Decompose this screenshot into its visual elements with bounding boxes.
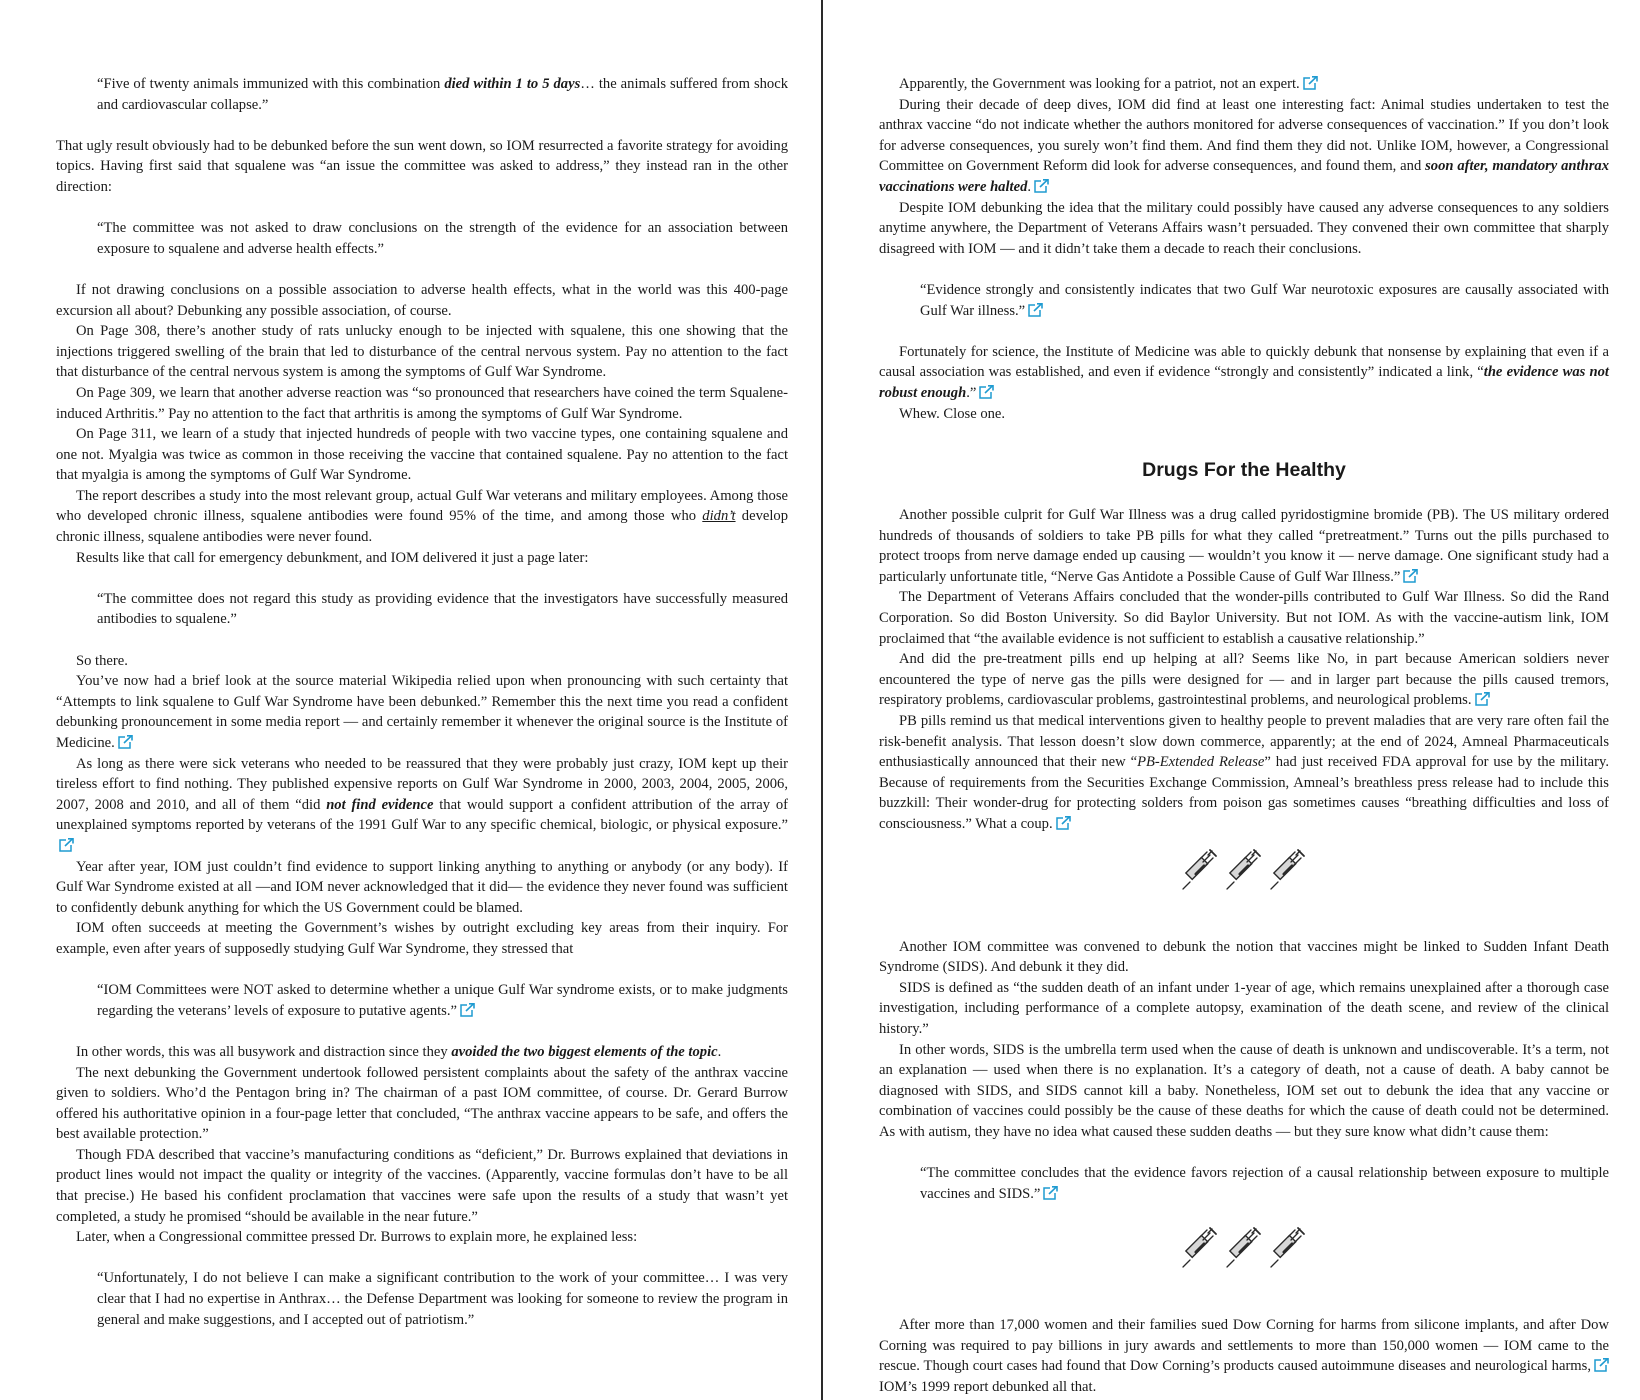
- external-link-icon[interactable]: [1043, 1186, 1058, 1200]
- paragraph: Another possible culprit for Gulf War Illness was a drug called pyridostigmine bromide (PB). The US military ordered hundreds of thousands of soldiers to take PB pills for what they called “pretreatment.” Turns out the pills purchased to protect troops from nerve damage ended up causing — wouldn’t you know it — nerve damage. One significant study had a particularly unfortunate title, “Nerve Gas Antidote a Possible Cause of Gulf War Illness.”: [879, 507, 1609, 585]
- blockquote: “The committee concludes that the evidence favors rejection of a causal relationship between exposure to multiple vaccines and SIDS.”: [920, 1165, 1609, 1202]
- paragraph: SIDS is defined as “the sudden death of an infant under 1-year of age, which remains unexplained after a thorough case investigation, including performance of a complete autopsy, examination of the death scene, and review of the clinical history.”: [879, 979, 1609, 1037]
- external-link-icon[interactable]: [1034, 179, 1049, 193]
- external-link-icon[interactable]: [118, 735, 133, 749]
- section-heading: Drugs For the Healthy: [1142, 459, 1346, 482]
- syringe-icon: [1181, 847, 1219, 891]
- paragraph: Fortunately for science, the Institute of Medicine was able to quickly debunk that nonsense by explaining that even if a causal association was established, and even if evidence “strongly and consistently” indicated a link, “the evidence was not robust enough.”: [879, 343, 1609, 401]
- external-link-icon[interactable]: [59, 838, 74, 852]
- paragraph: So there.: [76, 652, 128, 669]
- paragraph: IOM often succeeds at meeting the Government’s wishes by outright excluding key areas from their inquiry. For example, even after years of supposedly studying Gulf War Syndrome, they stressed that: [56, 920, 788, 957]
- external-link-icon[interactable]: [1475, 692, 1490, 706]
- paragraph: Later, when a Congressional committee pressed Dr. Burrows to explain more, he explained less:: [76, 1229, 638, 1246]
- external-link-icon[interactable]: [1594, 1358, 1609, 1372]
- external-link-icon[interactable]: [1303, 76, 1318, 90]
- blockquote: “The committee does not regard this study as providing evidence that the investigators have successfully measured antibodies to squalene.”: [97, 590, 788, 628]
- paragraph: Whew. Close one.: [899, 405, 1006, 422]
- right-page: [879, 74, 1609, 1397]
- paragraph: Results like that call for emergency debunkment, and IOM delivered it just a page later:: [76, 549, 589, 566]
- paragraph: As long as there were sick veterans who needed to be reassured that they were probably just crazy, IOM kept up their tireless effort to find nothing. They published expensive reports on Gulf War Syndrome in 2000, 2003, 2004, 2005, 2006, 2007, 2008 and 2010, and all of them “did not find evidence that would support a confident attribution of the array of unexplained symptoms reported by veterans of the 1991 Gulf War to any specific chemical, biologic, or physical exposure.”: [56, 754, 788, 857]
- paragraph: Despite IOM debunking the idea that the military could possibly have caused any adverse consequences to any soldiers anytime anywhere, the Department of Veterans Affairs wasn’t persuaded. They convened their own committee that sharply disagreed with IOM — and it didn’t take them a decade to reach their conclusions.: [879, 199, 1609, 257]
- left-page: [56, 74, 788, 1351]
- paragraph: On Page 309, we learn that another adverse reaction was “so pronounced that researchers have coined the term Squalene-induced Arthritis.” Pay no attention to the fact that arthritis is among the symptoms of Gulf War Syndrome.: [56, 384, 788, 422]
- paragraph: Year after year, IOM just couldn’t find evidence to support linking anything to anything or anybody (or any body). If Gulf War Syndrome existed at all —and IOM never acknowledged that it did— the evidence they never found was sufficient to confidently debunk anything for which the US Government could be blamed.: [56, 858, 788, 916]
- external-link-icon[interactable]: [1403, 569, 1418, 583]
- blockquote: “IOM Committees were NOT asked to determine whether a unique Gulf War syndrome exists, or to make judgments regarding the veterans’ levels of exposure to putative agents.”: [97, 982, 788, 1019]
- syringe-icon: [1181, 1225, 1219, 1269]
- blockquote: “Evidence strongly and consistently indicates that two Gulf War neurotoxic exposures are causally associated with Gulf War illness.”: [920, 281, 1609, 319]
- paragraph: The Department of Veterans Affairs concluded that the wonder-pills contributed to Gulf War Illness. So did the Rand Corporation. So did Boston University. So did Baylor University. But not IOM. As with the vaccine-autism link, IOM proclaimed that “the available evidence is not sufficient to establish a causative relationship.”: [879, 589, 1609, 647]
- blockquote: “The committee was not asked to draw conclusions on the strength of the evidence for an association between exposure to squalene and adverse health effects.”: [97, 220, 788, 257]
- external-link-icon[interactable]: [1028, 303, 1043, 317]
- external-link-icon[interactable]: [460, 1003, 475, 1017]
- paragraph: You’ve now had a brief look at the source material Wikipedia relied upon when pronouncing with such certainty that “Attempts to link squalene to Gulf War Syndrome have been debunked.” Remember this the next time you read a confident debunking pronouncement in some media report — and certainly remember it whenever the original source is the Institute of Medicine.: [56, 673, 788, 751]
- paragraph: If not drawing conclusions on a possible association to adverse health effects, what in the world was this 400-page excursion all about? Debunking any possible association, of course.: [56, 281, 788, 319]
- paragraph: On Page 308, there’s another study of rats unlucky enough to be injected with squalene, this one showing that the injections triggered swelling of the brain that led to disturbance of the central nervous system. Pay no attention to the fact that disturbance of the central nervous system is among the symptoms of Gulf War Syndrome.: [56, 323, 788, 381]
- paragraph: During their decade of deep dives, IOM did find at least one interesting fact: Animal studies undertaken to test the anthrax vaccine “do not indicate whether the authors monitored for adverse consequences of vaccination.” If you don’t look for adverse consequences, you surely won’t find them. And find them they did not. Unlike IOM, however, a Congressional Committee on Government Reform did look for adverse consequences, and found them, and soon after, mandatory anthrax vaccinations were halted.: [879, 96, 1609, 195]
- paragraph: After more than 17,000 women and their families sued Dow Corning for harms from silicone implants, and after Dow Corning was required to pay billions in jury awards and settlements to more than 150,000 women — IOM came to the rescue. Though court cases had found that Dow Corning’s products caused autoimmune diseases and neurological harms, IOM’s 1999 report debunked all that.: [879, 1316, 1609, 1395]
- external-link-icon[interactable]: [979, 385, 994, 399]
- syringe-icon: [1225, 847, 1263, 891]
- paragraph: Though FDA described that vaccine’s manufacturing conditions as “deficient,” Dr. Burrows explained that deviations in product lines would not impact the quality or integrity of the vaccines. (Apparently, vaccine formulas don’t have to be all that precise.) He based his confident proclamation that vaccines were safe upon the results of a study that wasn’t yet completed, a study he promised “should be available in the near future.”: [56, 1146, 788, 1225]
- syringe-icon: [1269, 1225, 1307, 1269]
- paragraph: PB pills remind us that medical interventions given to healthy people to prevent maladies that are very rare often fail the risk-benefit analysis. That lesson doesn’t slow down commerce, apparently; at the end of 2024, Amneal Pharmaceuticals enthusiastically announced that their new “PB-Extended Release” had just received FDA approval for use by the military. Because of requirements from the Securities Exchange Commission, Amneal’s breathless press release had to include this buzzkill: Their wonder-drug for protecting solders from poison gas sometimes causes “breathing difficulties and loss of consciousness.” What a coup.: [879, 713, 1609, 832]
- paragraph: Another IOM committee was convened to debunk the notion that vaccines might be linked to Sudden Infant Death Syndrome (SIDS). And debunk it they did.: [879, 938, 1609, 976]
- paragraph: On Page 311, we learn of a study that injected hundreds of people with two vaccine types, one containing squalene and one not. Myalgia was twice as common in those receiving the vaccine that contained squalene. Pay no attention to the fact that myalgia is among the symptoms of Gulf War Syndrome.: [56, 426, 788, 484]
- paragraph: The report describes a study into the most relevant group, actual Gulf War veterans and military employees. Among those who developed chronic illness, squalene antibodies were found 95% of the time, and among those who didn’t develop chronic illness, squalene antibodies were never found.: [56, 487, 788, 546]
- blockquote: “Five of twenty animals immunized with this combination died within 1 to 5 days… the animals suffered from shock and cardiovascular collapse.”: [97, 76, 789, 113]
- paragraph: In other words, this was all busywork and distraction since they avoided the two biggest elements of the topic.: [76, 1043, 722, 1060]
- syringe-icon: [1269, 847, 1307, 891]
- external-link-icon[interactable]: [1056, 816, 1071, 830]
- blockquote: “Unfortunately, I do not believe I can make a significant contribution to the work of your committee… I was very clear that I had no expertise in Anthrax… the Defense Department was looking for someone to review the program in general and make suggestions, and I accepted out of patriotism.”: [97, 1270, 788, 1328]
- paragraph: In other words, SIDS is the umbrella term used when the cause of death is unknown and undiscoverable. It’s a term, not an explanation — used when there is no explanation. It’s a category of death, not a cause of death. A baby cannot be diagnosed with SIDS, and SIDS cannot kill a baby. Nonetheless, IOM set out to debunk the idea that any vaccine or combination of vaccines could possibly be the cause of these deaths for which the cause of death could not be determined. As with autism, they have no idea what caused these sudden deaths — but they sure know what didn’t cause them:: [879, 1041, 1609, 1140]
- syringe-ornament: [879, 847, 1609, 897]
- paragraph: The next debunking the Government undertook followed persistent complaints about the safety of the anthrax vaccine given to soldiers. Who’d the Pentagon bring in? The chairman of a past IOM committee, of course. Dr. Gerard Burrow offered his authoritative opinion in a four-page letter that concluded, “The anthrax vaccine appears to be safe, and offers the best available protection.”: [56, 1064, 788, 1143]
- page-divider: [821, 0, 823, 1400]
- paragraph: That ugly result obviously had to be debunked before the sun went down, so IOM resurrected a favorite strategy for avoiding topics. Having first said that squalene was “an issue the committee was asked to address,” they instead ran in the other direction:: [56, 137, 788, 195]
- syringe-icon: [1225, 1225, 1263, 1269]
- paragraph: And did the pre-treatment pills end up helping at all? Seems like No, in part because American soldiers never encountered the type of nerve gas the pills were designed for — and in larger part because the pills caused tremors, respiratory problems, cardiovascular problems, gastrointestinal problems, and neurological problems.: [879, 651, 1609, 709]
- syringe-ornament: [879, 1225, 1609, 1275]
- paragraph: Apparently, the Government was looking for a patriot, not an expert.: [879, 74, 1609, 95]
